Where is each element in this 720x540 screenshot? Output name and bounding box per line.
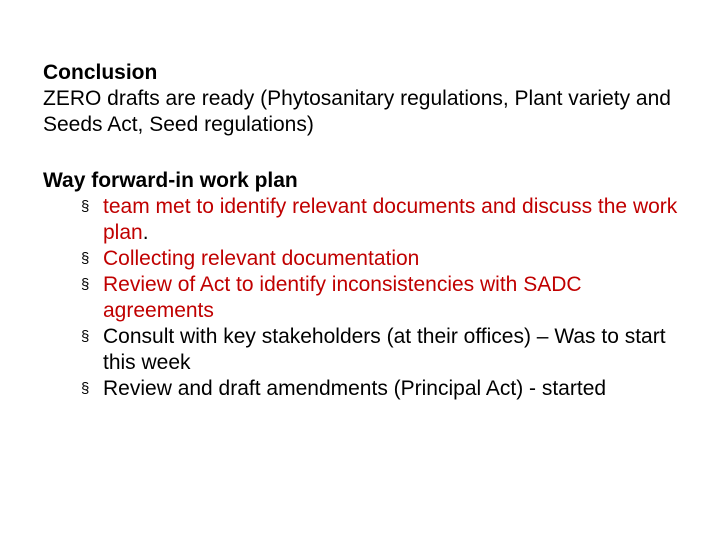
bullet-text: Consult with key stakeholders (at their offices) – Was to start this week — [103, 325, 666, 374]
list-item — [81, 376, 693, 402]
bullet-marker-icon: § — [81, 198, 90, 215]
bullet-marker-icon: § — [81, 328, 90, 345]
bullet-marker-icon: § — [81, 276, 90, 293]
conclusion-text: ZERO drafts are ready (Phytosanitary regulations, Plant variety and Seeds Act, Seed regulations) — [43, 87, 671, 136]
bullet-text: Review and draft amendments (Principal Act) - started — [103, 377, 607, 400]
bullet-text: Collecting relevant documentation — [103, 247, 420, 270]
bullet-text: Review of Act to identify inconsistencies with SADC agreements — [103, 273, 582, 322]
section-spacer — [43, 138, 693, 168]
list-item — [81, 246, 693, 272]
conclusion-heading: Conclusion — [43, 61, 158, 84]
list-item — [81, 194, 693, 246]
bullet-text: team met to identify relevant documents and discuss the work plan — [103, 195, 678, 244]
way-forward-heading: Way forward-in work plan — [43, 169, 298, 192]
work-plan-list — [43, 194, 693, 402]
list-item — [81, 324, 693, 376]
list-item — [81, 272, 693, 324]
bullet-marker-icon: § — [81, 380, 90, 397]
slide-content — [43, 60, 693, 402]
bullet-marker-icon: § — [81, 250, 90, 267]
bullet-suffix: . — [142, 221, 149, 244]
